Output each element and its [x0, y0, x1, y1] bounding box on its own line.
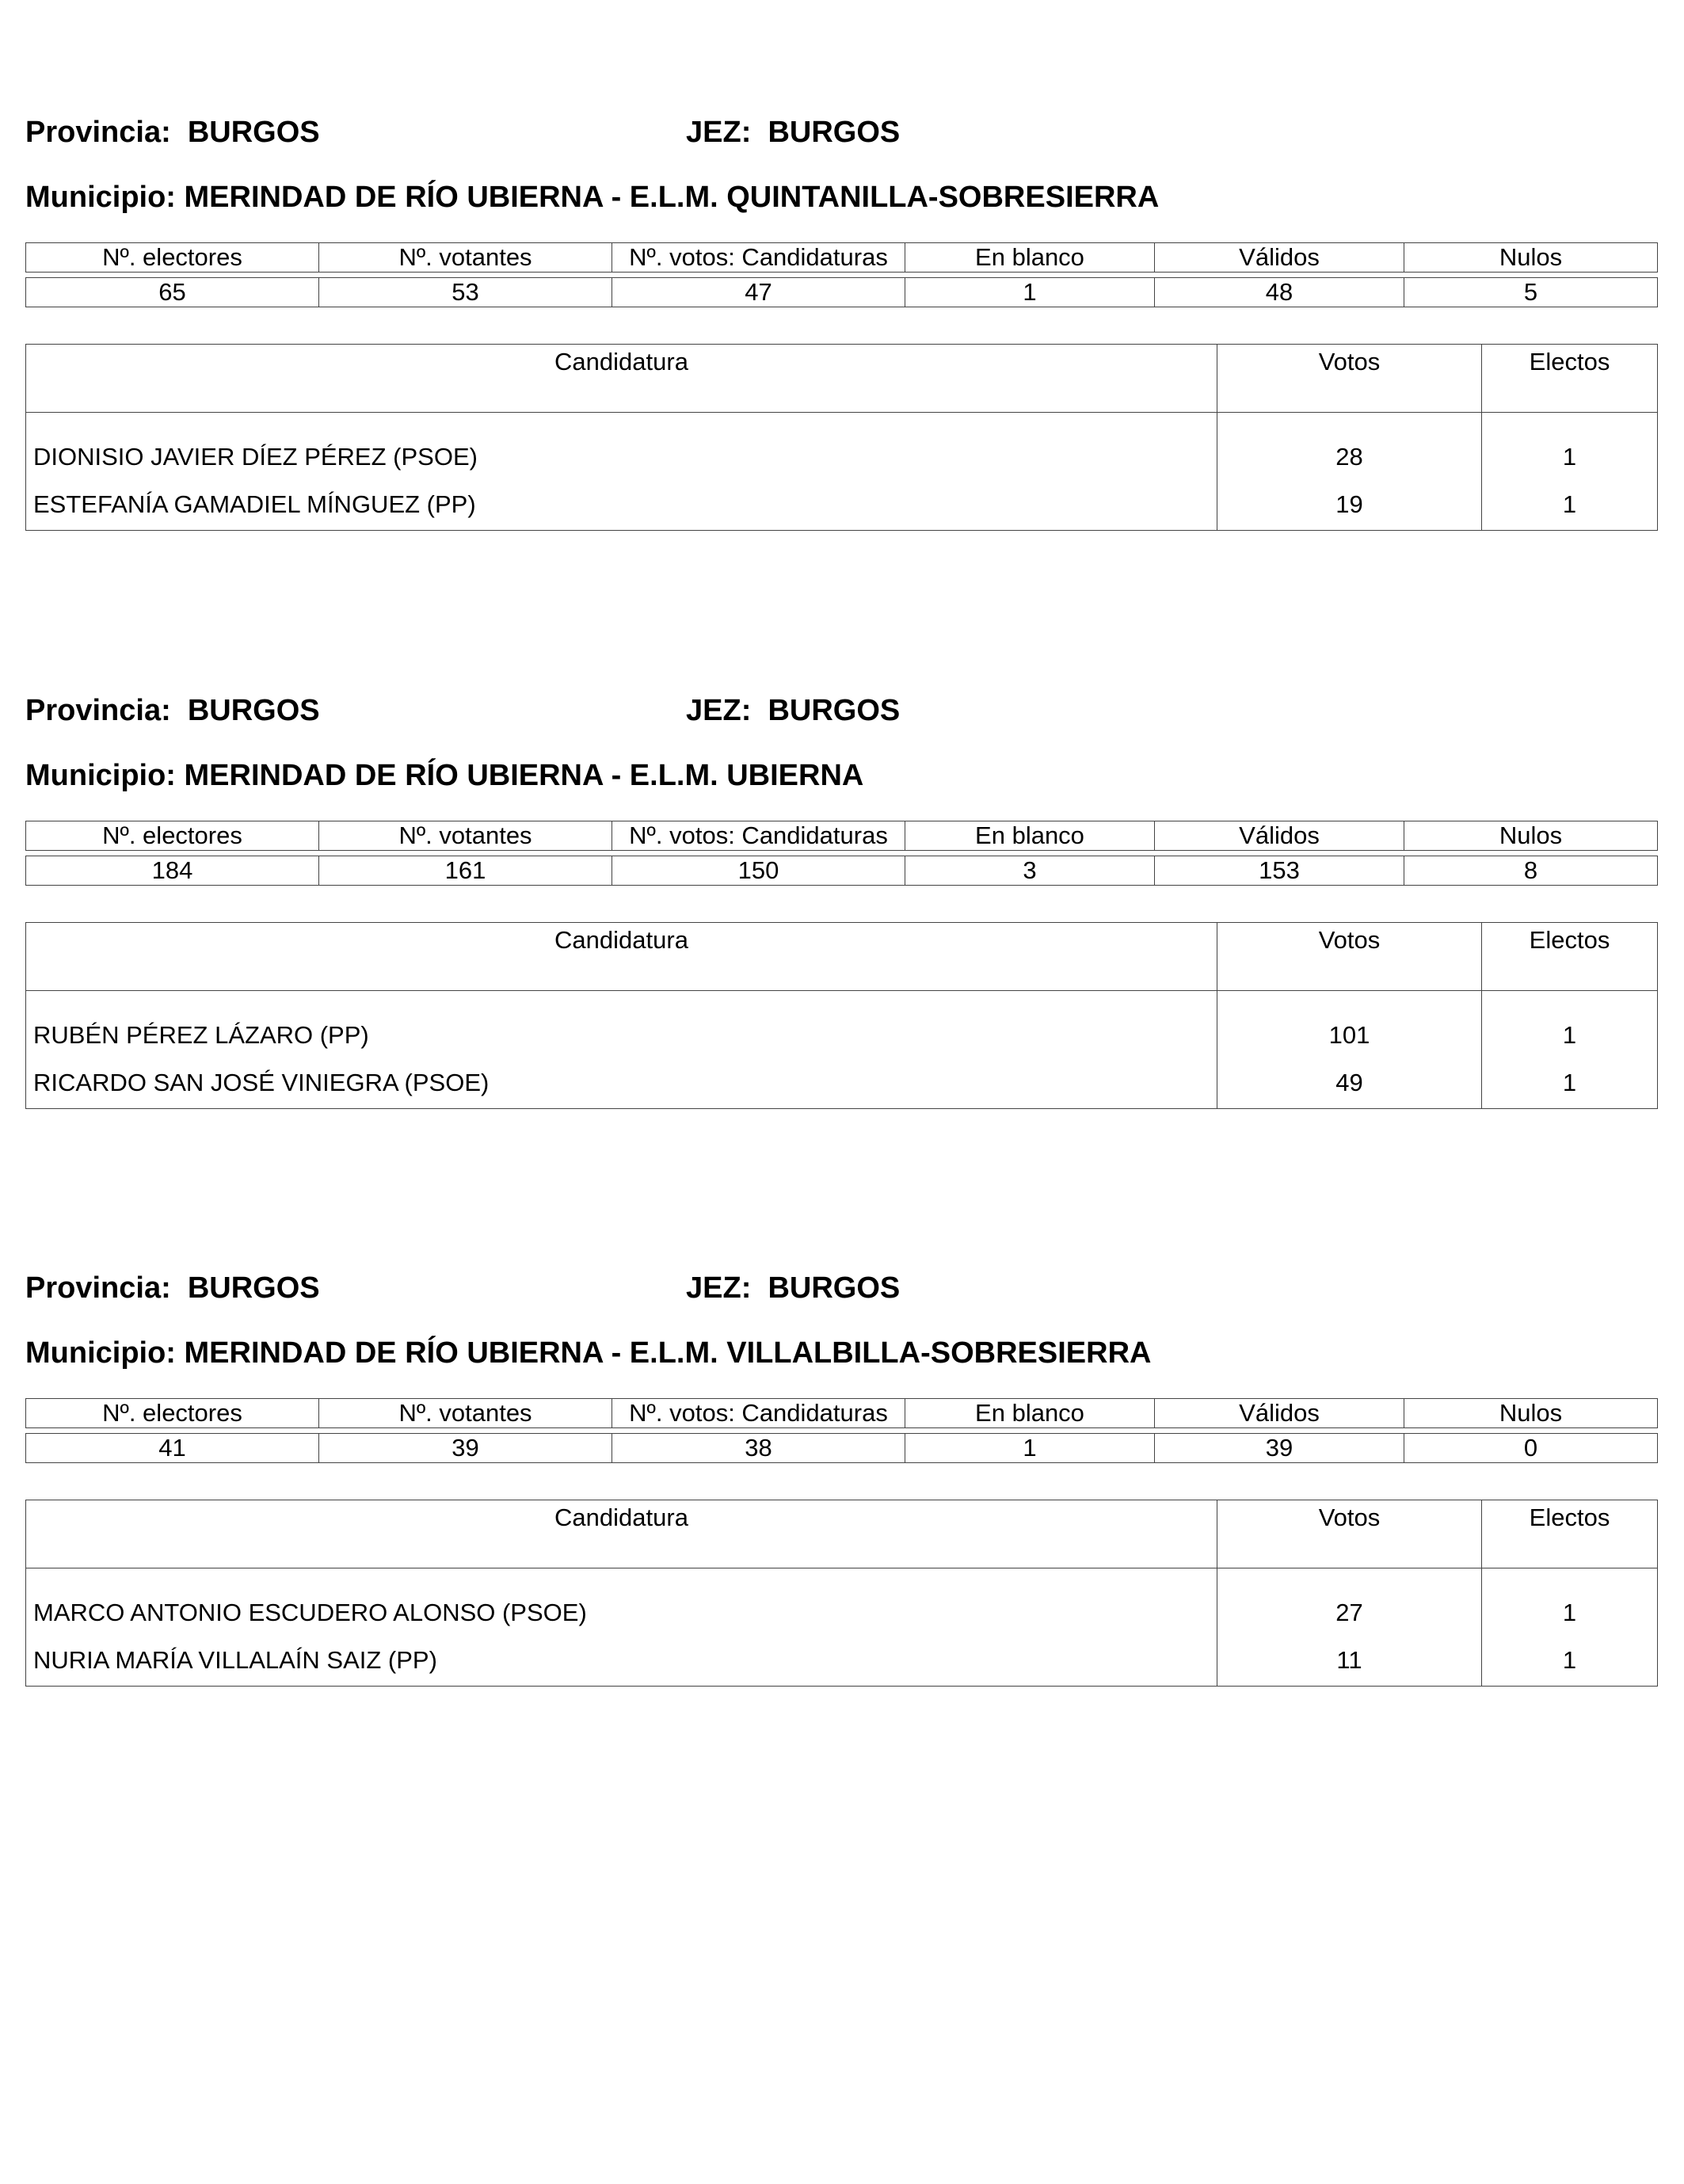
province-line: [25, 694, 320, 728]
candidate-votes: 11: [1217, 1635, 1482, 1687]
stats-value-cell: 161: [319, 856, 612, 886]
candidates-table: [25, 922, 1658, 1109]
candidatura-header: Candidatura: [26, 1500, 1217, 1568]
stats-table: [25, 1398, 1658, 1463]
stats-header-cell: Nº. electores: [26, 821, 319, 851]
stats-value-cell: 153: [1155, 856, 1404, 886]
section-header: [25, 688, 1657, 735]
jez-value: BURGOS: [768, 694, 901, 727]
stats-value-cell: 0: [1404, 1434, 1658, 1463]
stats-header-cell: Válidos: [1155, 243, 1404, 273]
stats-header-cell: Nº. votantes: [319, 243, 612, 273]
electos-header: Electos: [1482, 345, 1658, 413]
municipio-value: MERINDAD DE RÍO UBIERNA - E.L.M. VILLALBILLA-SOBRESIERRA: [184, 1336, 1152, 1370]
section-header: [25, 109, 1657, 157]
candidate-votes: 19: [1217, 479, 1482, 531]
stats-header-cell: Válidos: [1155, 1399, 1404, 1428]
municipio-label: Municipio:: [25, 759, 176, 792]
jez-value: BURGOS: [768, 1271, 901, 1305]
province-label: Provincia:: [25, 1271, 171, 1305]
municipio-value: MERINDAD DE RÍO UBIERNA - E.L.M. UBIERNA: [184, 759, 864, 792]
candidate-votes: 27: [1217, 1568, 1482, 1636]
jez-line: [686, 694, 900, 728]
stats-value-cell: 53: [319, 278, 612, 307]
province-line: [25, 1271, 320, 1305]
candidate-votes: 49: [1217, 1058, 1482, 1109]
stats-value-row: [26, 856, 1658, 886]
stats-value-row: [26, 278, 1658, 307]
stats-header-cell: En blanco: [905, 1399, 1155, 1428]
votos-header: Votos: [1217, 1500, 1482, 1568]
stats-value-cell: 1: [905, 1434, 1155, 1463]
candidatura-header: Candidatura: [26, 923, 1217, 991]
table-row: [26, 413, 1658, 480]
municipio-title: [25, 759, 1657, 799]
candidates-header-row: [26, 345, 1658, 413]
table-row: [26, 1568, 1658, 1636]
municipio-title: [25, 1336, 1657, 1376]
table-row: [26, 991, 1658, 1058]
stats-value-cell: 3: [905, 856, 1155, 886]
candidates-header-row: [26, 1500, 1658, 1568]
stats-value-row: [26, 1434, 1658, 1463]
stats-table: [25, 242, 1658, 307]
province-label: Provincia:: [25, 116, 171, 149]
stats-value-cell: 8: [1404, 856, 1658, 886]
municipio-label: Municipio:: [25, 181, 176, 214]
table-row: [26, 479, 1658, 531]
table-row: [26, 1058, 1658, 1109]
stats-value-cell: 150: [612, 856, 905, 886]
candidate-name: ESTEFANÍA GAMADIEL MÍNGUEZ (PP): [26, 479, 1217, 531]
results-section: [25, 1265, 1657, 1687]
results-section: [25, 688, 1657, 1109]
stats-header-cell: Válidos: [1155, 821, 1404, 851]
jez-label: JEZ:: [686, 116, 752, 149]
province-value: BURGOS: [187, 694, 320, 727]
candidate-name: RICARDO SAN JOSÉ VINIEGRA (PSOE): [26, 1058, 1217, 1109]
stats-header-cell: Nulos: [1404, 1399, 1658, 1428]
stats-header-cell: Nº. votos: Candidaturas: [612, 1399, 905, 1428]
candidatura-header: Candidatura: [26, 345, 1217, 413]
province-line: [25, 116, 320, 150]
stats-header-cell: En blanco: [905, 243, 1155, 273]
results-section: [25, 109, 1657, 531]
stats-header-cell: Nº. votantes: [319, 821, 612, 851]
candidate-elected: 1: [1482, 991, 1658, 1058]
stats-header-row: [26, 243, 1658, 273]
candidate-name: RUBÉN PÉREZ LÁZARO (PP): [26, 991, 1217, 1058]
province-value: BURGOS: [187, 116, 320, 149]
stats-value-cell: 184: [26, 856, 319, 886]
province-label: Provincia:: [25, 694, 171, 727]
stats-value-cell: 38: [612, 1434, 905, 1463]
jez-label: JEZ:: [686, 694, 752, 727]
municipio-title: [25, 181, 1657, 220]
municipio-label: Municipio:: [25, 1336, 176, 1370]
electos-header: Electos: [1482, 1500, 1658, 1568]
province-value: BURGOS: [187, 1271, 320, 1305]
stats-value-cell: 65: [26, 278, 319, 307]
jez-value: BURGOS: [768, 116, 901, 149]
candidate-elected: 1: [1482, 479, 1658, 531]
stats-header-cell: Nulos: [1404, 821, 1658, 851]
stats-header-row: [26, 1399, 1658, 1428]
candidate-votes: 101: [1217, 991, 1482, 1058]
stats-header-cell: Nº. electores: [26, 1399, 319, 1428]
stats-value-cell: 39: [319, 1434, 612, 1463]
votos-header: Votos: [1217, 923, 1482, 991]
stats-header-cell: En blanco: [905, 821, 1155, 851]
candidates-table: [25, 344, 1658, 531]
stats-value-cell: 47: [612, 278, 905, 307]
electos-header: Electos: [1482, 923, 1658, 991]
candidate-name: NURIA MARÍA VILLALAÍN SAIZ (PP): [26, 1635, 1217, 1687]
stats-value-cell: 48: [1155, 278, 1404, 307]
stats-value-cell: 41: [26, 1434, 319, 1463]
stats-value-cell: 1: [905, 278, 1155, 307]
municipio-value: MERINDAD DE RÍO UBIERNA - E.L.M. QUINTANILLA-SOBRESIERRA: [184, 181, 1160, 214]
section-header: [25, 1265, 1657, 1313]
jez-line: [686, 116, 900, 150]
candidate-elected: 1: [1482, 1058, 1658, 1109]
candidate-elected: 1: [1482, 1635, 1658, 1687]
jez-line: [686, 1271, 900, 1305]
candidate-elected: 1: [1482, 1568, 1658, 1636]
stats-header-cell: Nº. electores: [26, 243, 319, 273]
stats-header-row: [26, 821, 1658, 851]
stats-header-cell: Nº. votos: Candidaturas: [612, 821, 905, 851]
candidates-header-row: [26, 923, 1658, 991]
stats-header-cell: Nº. votantes: [319, 1399, 612, 1428]
votos-header: Votos: [1217, 345, 1482, 413]
stats-value-cell: 5: [1404, 278, 1658, 307]
stats-header-cell: Nulos: [1404, 243, 1658, 273]
stats-table: [25, 821, 1658, 886]
table-row: [26, 1635, 1658, 1687]
candidate-name: MARCO ANTONIO ESCUDERO ALONSO (PSOE): [26, 1568, 1217, 1636]
candidate-name: DIONISIO JAVIER DÍEZ PÉREZ (PSOE): [26, 413, 1217, 480]
stats-header-cell: Nº. votos: Candidaturas: [612, 243, 905, 273]
stats-value-cell: 39: [1155, 1434, 1404, 1463]
candidate-votes: 28: [1217, 413, 1482, 480]
jez-label: JEZ:: [686, 1271, 752, 1305]
candidate-elected: 1: [1482, 413, 1658, 480]
candidates-table: [25, 1500, 1658, 1687]
